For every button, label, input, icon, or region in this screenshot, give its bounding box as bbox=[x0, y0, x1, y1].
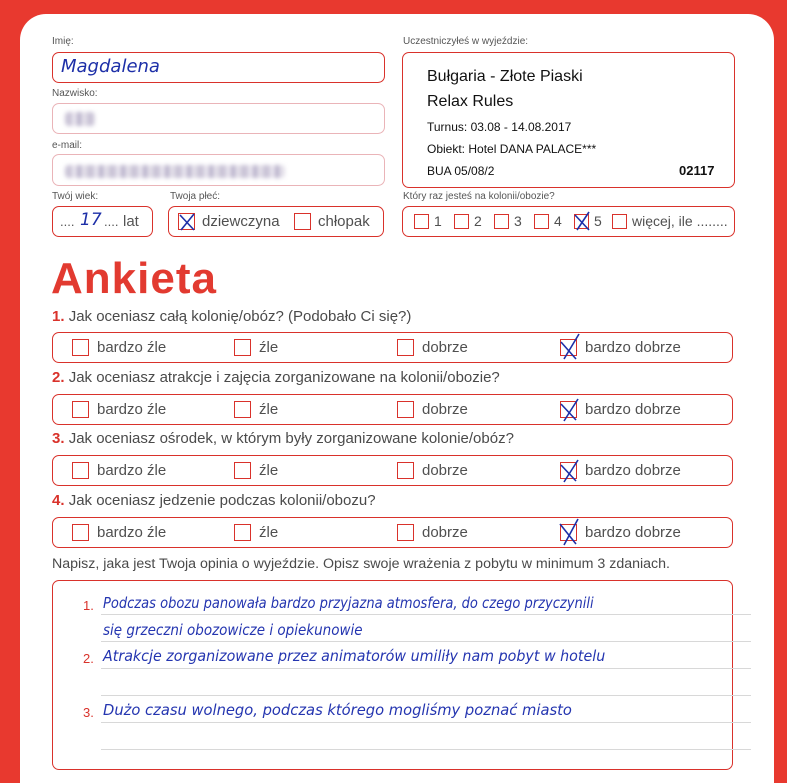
checked-x-icon bbox=[571, 209, 593, 233]
question-2-options bbox=[52, 394, 733, 425]
wiek-unit: lat bbox=[123, 213, 139, 230]
question-2 bbox=[52, 369, 500, 386]
question-1 bbox=[52, 308, 411, 325]
email-label: e-mail: bbox=[52, 140, 83, 151]
nazwisko-label: Nazwisko: bbox=[52, 88, 98, 99]
nazwisko-redacted bbox=[65, 112, 95, 126]
q3-dobrze-label: dobrze bbox=[422, 462, 468, 479]
q1-zle-label: źle bbox=[259, 339, 279, 356]
opinion-number-1: 1. bbox=[83, 598, 94, 613]
q2-bardzo-dobrze-label: bardzo dobrze bbox=[585, 401, 681, 418]
survey-title: Ankieta bbox=[51, 254, 217, 303]
q2-dobrze-label: dobrze bbox=[422, 401, 468, 418]
raz-wiecej-label: więcej, ile ........ bbox=[632, 213, 728, 229]
raz-5-label: 5 bbox=[594, 213, 602, 229]
plec-dziewczyna-checkbox[interactable] bbox=[178, 213, 195, 230]
question-4-text: Jak oceniasz jedzenie podczas kolonii/obozu? bbox=[68, 492, 376, 509]
email-field[interactable] bbox=[52, 154, 385, 186]
q4-bardzo-zle-label: bardzo źle bbox=[97, 524, 167, 541]
q4-zle-label: źle bbox=[259, 524, 279, 541]
imie-label: Imię: bbox=[52, 36, 74, 47]
plec-chlopak-checkbox[interactable] bbox=[294, 213, 311, 230]
raz-wiecej-checkbox[interactable] bbox=[612, 214, 627, 229]
q3-bardzo-dobrze-label: bardzo dobrze bbox=[585, 462, 681, 479]
raz-2-label: 2 bbox=[474, 213, 482, 229]
q2-zle-label: źle bbox=[259, 401, 279, 418]
q3-bardzo-zle-label: bardzo źle bbox=[97, 462, 167, 479]
wiek-value: 17 bbox=[80, 210, 102, 230]
writing-line bbox=[101, 749, 751, 750]
trip-number: 02117 bbox=[679, 163, 715, 178]
imie-field[interactable] bbox=[52, 52, 385, 83]
wiek-field[interactable] bbox=[52, 206, 153, 237]
question-4 bbox=[52, 492, 376, 509]
q3-bardzo-zle-checkbox[interactable] bbox=[72, 462, 89, 479]
question-3-options bbox=[52, 455, 733, 486]
q3-zle-label: źle bbox=[259, 462, 279, 479]
q4-dobrze-label: dobrze bbox=[422, 524, 468, 541]
opinion-number-2: 2. bbox=[83, 651, 94, 666]
trip-program: Relax Rules bbox=[427, 93, 514, 110]
raz-4-label: 4 bbox=[554, 213, 562, 229]
q1-bardzo-zle-checkbox[interactable] bbox=[72, 339, 89, 356]
checked-x-icon bbox=[175, 208, 199, 234]
q1-bardzo-dobrze-label: bardzo dobrze bbox=[585, 339, 681, 356]
imie-value: Magdalena bbox=[61, 56, 160, 77]
q4-bardzo-dobrze-label: bardzo dobrze bbox=[585, 524, 681, 541]
writing-line bbox=[101, 722, 751, 723]
q2-zle-checkbox[interactable] bbox=[234, 401, 251, 418]
plec-field bbox=[168, 206, 384, 237]
wiek-dots-left: .... bbox=[60, 214, 75, 229]
survey-sheet bbox=[20, 14, 774, 783]
question-3-text: Jak oceniasz ośrodek, w którym były zorganizowane kolonie/obóz? bbox=[68, 430, 514, 447]
plec-label: Twoja płeć: bbox=[170, 191, 221, 202]
checked-x-icon bbox=[557, 457, 583, 485]
writing-line bbox=[101, 614, 751, 615]
question-1-number: 1. bbox=[52, 308, 65, 325]
q1-dobrze-checkbox[interactable] bbox=[397, 339, 414, 356]
raz-1-checkbox[interactable] bbox=[414, 214, 429, 229]
q4-dobrze-checkbox[interactable] bbox=[397, 524, 414, 541]
question-3-number: 3. bbox=[52, 430, 65, 447]
opinion-line-1b: się grzeczni obozowicze i opiekunowie bbox=[103, 621, 363, 639]
q1-bardzo-zle-label: bardzo źle bbox=[97, 339, 167, 356]
opinion-line-1a: Podczas obozu panowała bardzo przyjazna atmosfera, do czego przyczynili bbox=[103, 594, 594, 612]
trip-box bbox=[402, 52, 735, 188]
opinion-line-2: Atrakcje zorganizowane przez animatorów umiliły nam pobyt w hotelu bbox=[103, 647, 606, 665]
question-2-text: Jak oceniasz atrakcje i zajęcia zorganizowane na kolonii/obozie? bbox=[68, 369, 500, 386]
nazwisko-field[interactable] bbox=[52, 103, 385, 134]
opinion-number-3: 3. bbox=[83, 705, 94, 720]
raz-1-label: 1 bbox=[434, 213, 442, 229]
q1-dobrze-label: dobrze bbox=[422, 339, 468, 356]
q3-bardzo-dobrze-checkbox[interactable] bbox=[560, 462, 577, 479]
question-4-options bbox=[52, 517, 733, 548]
ktory-raz-label: Który raz jesteś na kolonii/obozie? bbox=[403, 191, 555, 202]
q1-zle-checkbox[interactable] bbox=[234, 339, 251, 356]
wiek-dots-right: .... bbox=[104, 214, 119, 229]
question-4-number: 4. bbox=[52, 492, 65, 509]
checked-x-icon bbox=[557, 519, 583, 547]
raz-5-checkbox[interactable] bbox=[574, 214, 589, 229]
opinion-line-3: Dużo czasu wolnego, podczas którego mogliśmy poznać miasto bbox=[103, 701, 572, 719]
q1-bardzo-dobrze-checkbox[interactable] bbox=[560, 339, 577, 356]
trip-code: BUA 05/08/2 bbox=[427, 164, 495, 178]
raz-3-checkbox[interactable] bbox=[494, 214, 509, 229]
q4-bardzo-zle-checkbox[interactable] bbox=[72, 524, 89, 541]
question-3 bbox=[52, 430, 514, 447]
question-1-text: Jak oceniasz całą kolonię/obóz? (Podobało Ci się?) bbox=[68, 308, 412, 325]
question-1-options bbox=[52, 332, 733, 363]
wiek-label: Twój wiek: bbox=[52, 191, 99, 202]
q2-bardzo-zle-label: bardzo źle bbox=[97, 401, 167, 418]
q2-bardzo-dobrze-checkbox[interactable] bbox=[560, 401, 577, 418]
trip-destination: Bułgaria - Złote Piaski bbox=[427, 68, 583, 85]
writing-line bbox=[101, 695, 751, 696]
checked-x-icon bbox=[557, 334, 583, 362]
writing-line bbox=[101, 641, 751, 642]
trip-obiekt: Obiekt: Hotel DANA PALACE*** bbox=[427, 142, 597, 156]
checked-x-icon bbox=[557, 396, 583, 424]
question-2-number: 2. bbox=[52, 369, 65, 386]
q2-bardzo-zle-checkbox[interactable] bbox=[72, 401, 89, 418]
q2-dobrze-checkbox[interactable] bbox=[397, 401, 414, 418]
uczestniczyles-label: Uczestniczyłeś w wyjeździe: bbox=[403, 36, 529, 47]
raz-2-checkbox[interactable] bbox=[454, 214, 469, 229]
writing-line bbox=[101, 668, 751, 669]
q4-bardzo-dobrze-checkbox[interactable] bbox=[560, 524, 577, 541]
plec-chlopak-label: chłopak bbox=[318, 213, 370, 230]
opinion-box[interactable] bbox=[52, 580, 733, 770]
trip-turnus: Turnus: 03.08 - 14.08.2017 bbox=[427, 120, 572, 134]
plec-dziewczyna-label: dziewczyna bbox=[202, 213, 280, 230]
ktory-raz-field bbox=[402, 206, 735, 237]
q4-zle-checkbox[interactable] bbox=[234, 524, 251, 541]
raz-3-label: 3 bbox=[514, 213, 522, 229]
opinion-prompt: Napisz, jaka jest Twoja opinia o wyjeździe. Opisz swoje wrażenia z pobytu w minimum 3 zdaniach. bbox=[52, 556, 670, 572]
email-redacted bbox=[65, 165, 285, 178]
q3-dobrze-checkbox[interactable] bbox=[397, 462, 414, 479]
raz-4-checkbox[interactable] bbox=[534, 214, 549, 229]
q3-zle-checkbox[interactable] bbox=[234, 462, 251, 479]
